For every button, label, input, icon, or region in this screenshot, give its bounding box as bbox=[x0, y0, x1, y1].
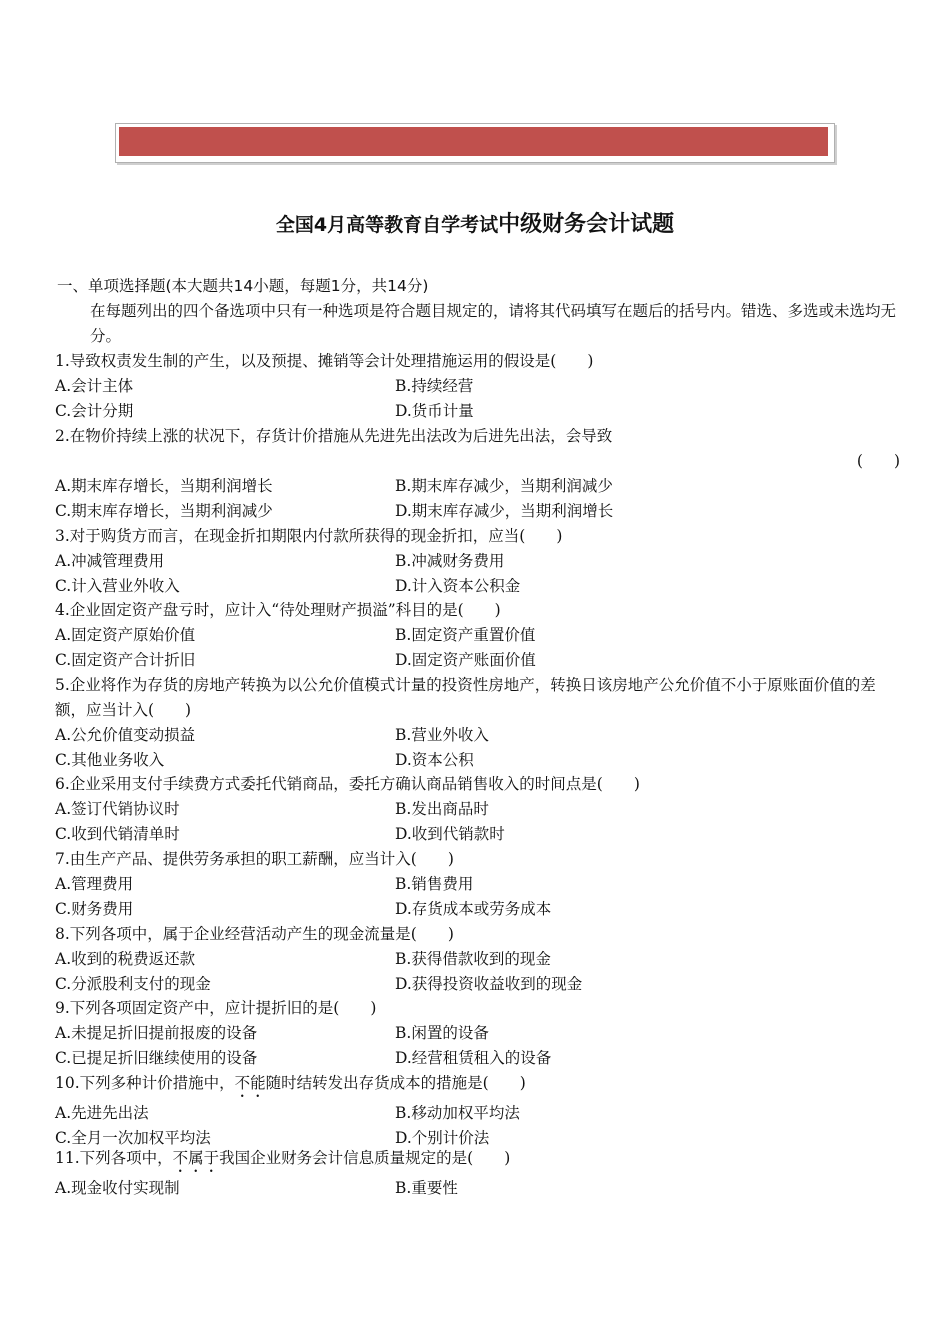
option-c: C.固定资产合计折旧 bbox=[55, 651, 196, 669]
option-d: D.期末库存减少，当期利润增长 bbox=[395, 502, 614, 520]
question-8 bbox=[55, 922, 900, 997]
question-2 bbox=[55, 424, 900, 524]
question-stem: 3.对于购货方而言，在现金折扣期限内付款所获得的现金折扣，应当( ) bbox=[55, 527, 563, 545]
option-d: D.收到代销款时 bbox=[395, 825, 505, 843]
option-b: B.销售费用 bbox=[395, 875, 474, 893]
option-c: C.全月一次加权平均法 bbox=[55, 1129, 211, 1147]
option-d: D.资本公积 bbox=[395, 751, 474, 769]
option-c: C.其他业务收入 bbox=[55, 751, 165, 769]
option-a: A.先进先出法 bbox=[55, 1104, 149, 1122]
option-c: C.会计分期 bbox=[55, 402, 134, 420]
option-b: B.冲减财务费用 bbox=[395, 552, 505, 570]
option-c: C.分派股利支付的现金 bbox=[55, 975, 211, 993]
question-5 bbox=[55, 673, 900, 773]
stem-text: 随时结转发出存货成本的措施是( ) bbox=[265, 1074, 526, 1092]
option-d: D.个别计价法 bbox=[395, 1129, 490, 1147]
question-11 bbox=[55, 1146, 900, 1201]
page-title bbox=[0, 207, 950, 238]
answer-paren: ( ) bbox=[856, 452, 900, 470]
stem-text: 我国企业财务会计信息质量规定的是( ) bbox=[219, 1149, 511, 1167]
question-1 bbox=[55, 349, 900, 424]
option-a: A.未提足折旧提前报废的设备 bbox=[55, 1024, 258, 1042]
question-stem: 9.下列各项固定资产中，应计提折旧的是( ) bbox=[55, 999, 377, 1017]
option-b: B.闲置的设备 bbox=[395, 1024, 489, 1042]
option-a: A.会计主体 bbox=[55, 377, 134, 395]
option-a: A.期末库存增长，当期利润增长 bbox=[55, 477, 273, 495]
question-stem bbox=[55, 1146, 900, 1176]
option-d: D.存货成本或劳务成本 bbox=[395, 900, 552, 918]
section-instruction: 在每题列出的四个备选项中只有一种选项是符合题目规定的，请将其代码填写在题后的括号内。错选、多选或未选均无分。 bbox=[90, 302, 897, 345]
option-d: D.固定资产账面价值 bbox=[395, 651, 536, 669]
title-part2: 中级财务会计试题 bbox=[498, 212, 675, 237]
question-6 bbox=[55, 772, 900, 847]
option-d: D.货币计量 bbox=[395, 402, 474, 420]
section-heading: 一、单项选择题(本大题共14小题，每题1分，共14分) bbox=[57, 277, 429, 295]
question-stem: 6.企业采用支付手续费方式委托代销商品，委托方确认商品销售收入的时间点是( ) bbox=[55, 775, 640, 793]
emphasis-text: 不属于 bbox=[172, 1149, 220, 1167]
option-b: B.重要性 bbox=[395, 1179, 458, 1197]
option-b: B.营业外收入 bbox=[395, 726, 489, 744]
option-c: C.收到代销清单时 bbox=[55, 825, 180, 843]
option-d: D.经营租赁租入的设备 bbox=[395, 1049, 552, 1067]
option-c: C.计入营业外收入 bbox=[55, 577, 180, 595]
question-stem: 7.由生产产品、提供劳务承担的职工薪酬，应当计入( ) bbox=[55, 850, 454, 868]
question-3 bbox=[55, 524, 900, 599]
option-a: A.管理费用 bbox=[55, 875, 134, 893]
option-a: A.冲减管理费用 bbox=[55, 552, 165, 570]
option-a: A.签订代销协议时 bbox=[55, 800, 180, 818]
question-stem bbox=[55, 1071, 900, 1101]
option-a: A.收到的税费返还款 bbox=[55, 950, 196, 968]
option-a: A.现金收付实现制 bbox=[55, 1179, 180, 1197]
question-stem: 8.下列各项中，属于企业经营活动产生的现金流量是( ) bbox=[55, 925, 454, 943]
option-d: D.计入资本公积金 bbox=[395, 577, 521, 595]
option-c: C.期末库存增长，当期利润减少 bbox=[55, 502, 273, 520]
question-7 bbox=[55, 847, 900, 922]
option-b: B.发出商品时 bbox=[395, 800, 489, 818]
banner-fill bbox=[119, 127, 828, 156]
option-b: B.期末库存减少，当期利润减少 bbox=[395, 477, 613, 495]
stem-text: 10.下列多种计价措施中， bbox=[55, 1074, 235, 1092]
option-d: D.获得投资收益收到的现金 bbox=[395, 975, 583, 993]
question-10 bbox=[55, 1071, 900, 1151]
emphasis-text: 不能 bbox=[234, 1074, 266, 1092]
question-9 bbox=[55, 996, 900, 1071]
option-c: C.财务费用 bbox=[55, 900, 134, 918]
option-b: B.获得借款收到的现金 bbox=[395, 950, 551, 968]
question-stem: 4.企业固定资产盘亏时，应计入“待处理财产损溢”科目的是( ) bbox=[55, 601, 501, 619]
option-c: C.已提足折旧继续使用的设备 bbox=[55, 1049, 258, 1067]
option-b: B.移动加权平均法 bbox=[395, 1104, 520, 1122]
question-stem: 1.导致权责发生制的产生，以及预提、摊销等会计处理措施运用的假设是( ) bbox=[55, 352, 594, 370]
question-stem: 2.在物价持续上涨的状况下，存货计价措施从先进先出法改为后进先出法，会导致 bbox=[55, 427, 613, 445]
option-b: B.固定资产重置价值 bbox=[395, 626, 536, 644]
header-banner bbox=[115, 123, 835, 163]
question-stem: 5.企业将作为存货的房地产转换为以公允价值模式计量的投资性房地产，转换日该房地产公允价值不小于原账面价值的差额，应当计入( ) bbox=[55, 676, 876, 719]
option-b: B.持续经营 bbox=[395, 377, 474, 395]
title-part1: 全国4月高等教育自学考试 bbox=[275, 214, 499, 236]
option-a: A.公允价值变动损益 bbox=[55, 726, 196, 744]
option-a: A.固定资产原始价值 bbox=[55, 626, 196, 644]
question-4 bbox=[55, 598, 900, 673]
stem-text: 11.下列各项中， bbox=[55, 1149, 173, 1167]
